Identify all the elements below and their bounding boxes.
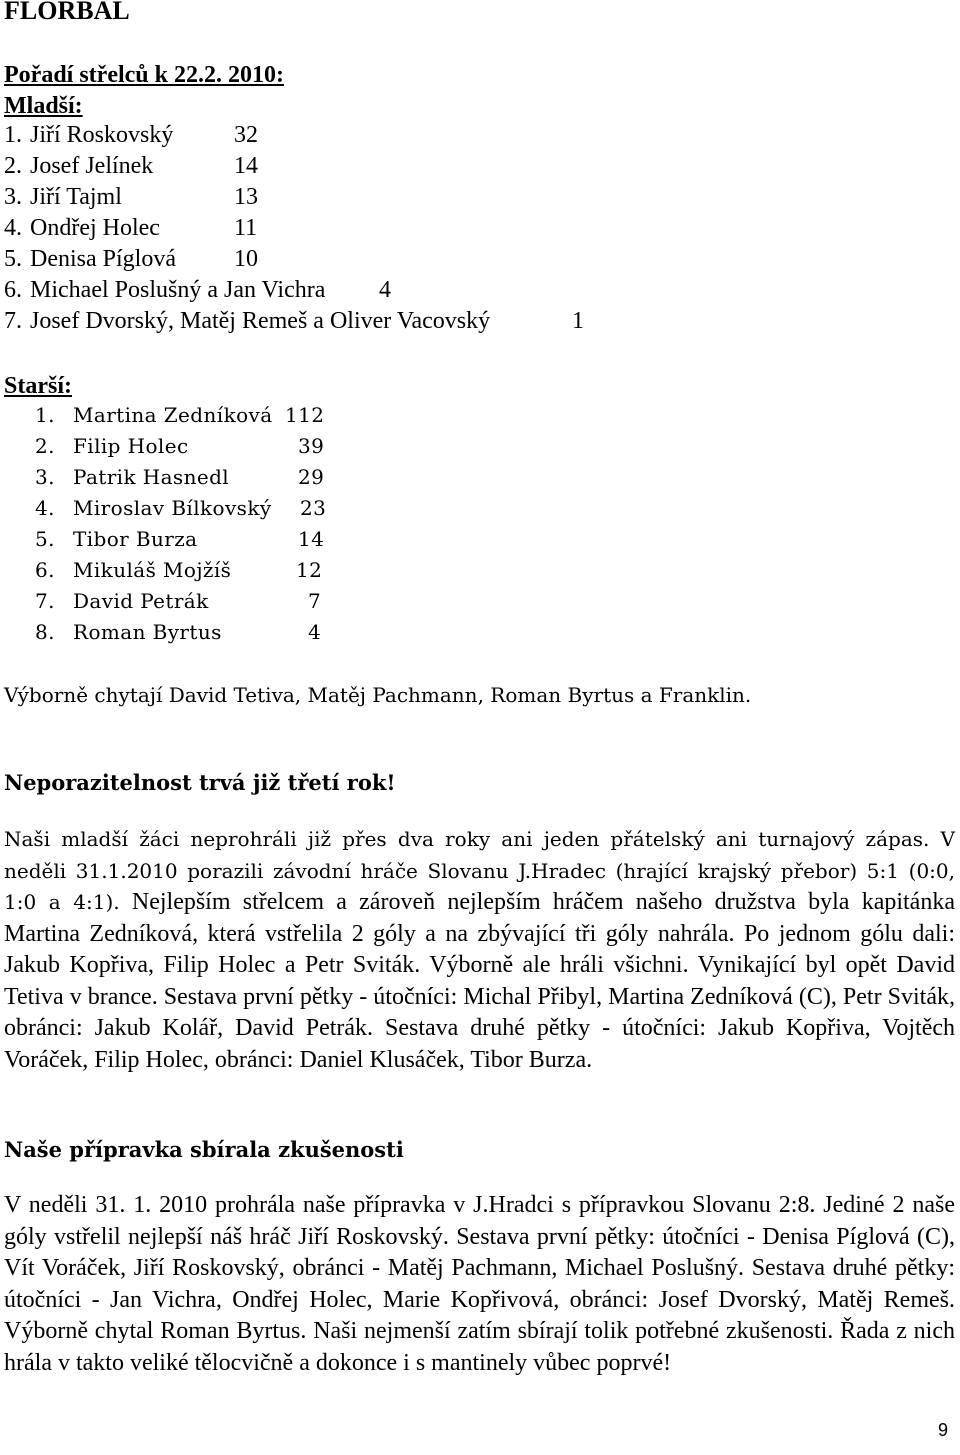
section-paragraph-preparatory: V neděli 31. 1. 2010 prohrála naše přípravka v J.Hradci s přípravkou Slovanu 2:8. Jediné 2 naše góly vstřelil nejlepší náš hráč Jiří Roskovský. Sestava první pětky: útočníci - Denisa Píglová (C), Vít Voráček, Jiří Roskovský, obránci - Matěj Pachmann, Michael Poslušný. Sestava druhé pětky: útočníci - Jan Vichra, Ondřej Holec, Marie Kopřivová, obránci: Josef Dvorský, Matěj Remeš. Výborně chytal Roman Byrtus. Naši nejmenší zatím sbírají tolik potřebné zkušenosti. Řada z nich hrála v takto veliké tělocvičně a dokonce i s mantinely vůbec poprvé!	[4, 1192, 955, 1376]
section-heading-unbeaten: Neporazitelnost trvá již třetí rok!	[4, 770, 396, 795]
goal-count: 4	[308, 620, 322, 644]
player-name: Mikuláš Mojžíš	[73, 558, 232, 582]
goalkeepers-note: Výborně chytají David Tetiva, Matěj Pachmann, Roman Byrtus a Franklin.	[4, 683, 752, 707]
goal-count: 29	[298, 465, 325, 489]
player-name: Miroslav Bílkovský	[73, 496, 272, 520]
section-paragraph-unbeaten	[4, 824, 955, 1076]
goal-count: 1	[572, 308, 584, 334]
rank-number: 3.	[35, 465, 55, 489]
goal-count: 11	[234, 215, 258, 241]
player-name: Ondřej Holec	[30, 215, 160, 241]
goal-count: 13	[234, 184, 258, 210]
rank-number: 5.	[4, 246, 22, 272]
list-item	[4, 275, 490, 306]
rank-number: 4.	[35, 496, 55, 520]
match-result-text: Naši mladší žáci neprohráli již přes dva roky ani jeden přátelský ani turnajový zápas. V neděli 31.1.2010 porazili závodní hráče Slovanu J.Hradec (hrající krajský přebor) 5:1 (0:0, 1:0 a 4:1).	[4, 827, 955, 914]
player-name: Martina Zedníková	[73, 403, 273, 427]
rank-number: 4.	[4, 215, 22, 241]
player-name: Roman Byrtus	[73, 620, 222, 644]
section-heading-preparatory: Naše přípravka sbírala zkušenosti	[4, 1137, 404, 1162]
list-item	[35, 524, 325, 555]
list-item	[4, 151, 490, 182]
goal-count: 7	[308, 589, 322, 613]
rank-number: 7.	[4, 308, 22, 334]
player-name: Josef Jelínek	[30, 153, 154, 179]
rank-number: 8.	[35, 620, 55, 644]
older-group-label: Starší:	[4, 373, 72, 399]
goal-count: 23	[300, 496, 327, 520]
rank-number: 2.	[35, 434, 55, 458]
document-title: FLORBAL	[4, 0, 130, 25]
player-name: Josef Dvorský, Matěj Remeš a Oliver Vacovský	[30, 308, 491, 334]
rank-number: 1.	[4, 122, 22, 148]
player-name: Filip Holec	[73, 434, 189, 458]
list-item	[4, 244, 490, 275]
player-name: David Petrák	[73, 589, 209, 613]
rank-number: 7.	[35, 589, 55, 613]
page-number: 9	[937, 1420, 948, 1440]
list-item	[35, 493, 327, 524]
player-name: Michael Poslušný a Jan Vichra	[30, 277, 326, 303]
younger-scorers-list	[4, 120, 584, 337]
rank-number: 6.	[35, 558, 55, 582]
list-item	[35, 462, 325, 493]
younger-group-label: Mladší:	[4, 93, 83, 119]
list-item	[4, 182, 490, 213]
list-item	[35, 586, 322, 617]
goal-count: 14	[298, 527, 325, 551]
goal-count: 4	[379, 277, 391, 303]
ranking-heading: Pořadí střelců k 22.2. 2010:	[4, 62, 284, 88]
older-scorers-list	[35, 400, 327, 648]
goal-count: 10	[234, 246, 258, 272]
list-item	[35, 555, 323, 586]
goal-count: 12	[296, 558, 323, 582]
goal-count: 112	[285, 403, 325, 427]
list-item	[4, 306, 584, 337]
goal-count: 14	[234, 153, 258, 179]
list-item	[4, 120, 490, 151]
player-name: Tibor Burza	[73, 527, 198, 551]
player-name: Jiří Tajml	[30, 184, 122, 210]
rank-number: 3.	[4, 184, 22, 210]
list-item	[35, 617, 322, 648]
rank-number: 5.	[35, 527, 55, 551]
list-item	[35, 400, 325, 431]
goal-count: 32	[234, 122, 258, 148]
player-name: Denisa Píglová	[30, 246, 176, 272]
player-name: Patrik Hasnedl	[73, 465, 230, 489]
goal-count: 39	[298, 434, 325, 458]
match-report-text: Nejlepším střelcem a zároveň nejlepším hráčem našeho družstva byla kapitánka Martina Zedníková, která vstřelila 2 góly a na zbývající tři góly nahrála. Po jednom gólu dali: Jakub Kopřiva, Filip Holec a Petr Sviták. Výborně ale hráli všichni. Vynikající byl opět David Tetiva v brance. Sestava první pětky - útočníci: Michal Přibyl, Martina Zedníková (C), Petr Sviták, obránci: Jakub Kolář, David Petrák. Sestava druhé pětky - útočníci: Jakub Kopřiva, Vojtěch Voráček, Filip Holec, obránci: Daniel Klusáček, Tibor Burza.	[4, 889, 955, 1073]
list-item	[4, 213, 490, 244]
rank-number: 2.	[4, 153, 22, 179]
player-name: Jiří Roskovský	[30, 122, 174, 148]
rank-number: 1.	[35, 403, 55, 427]
rank-number: 6.	[4, 277, 22, 303]
list-item	[35, 431, 325, 462]
